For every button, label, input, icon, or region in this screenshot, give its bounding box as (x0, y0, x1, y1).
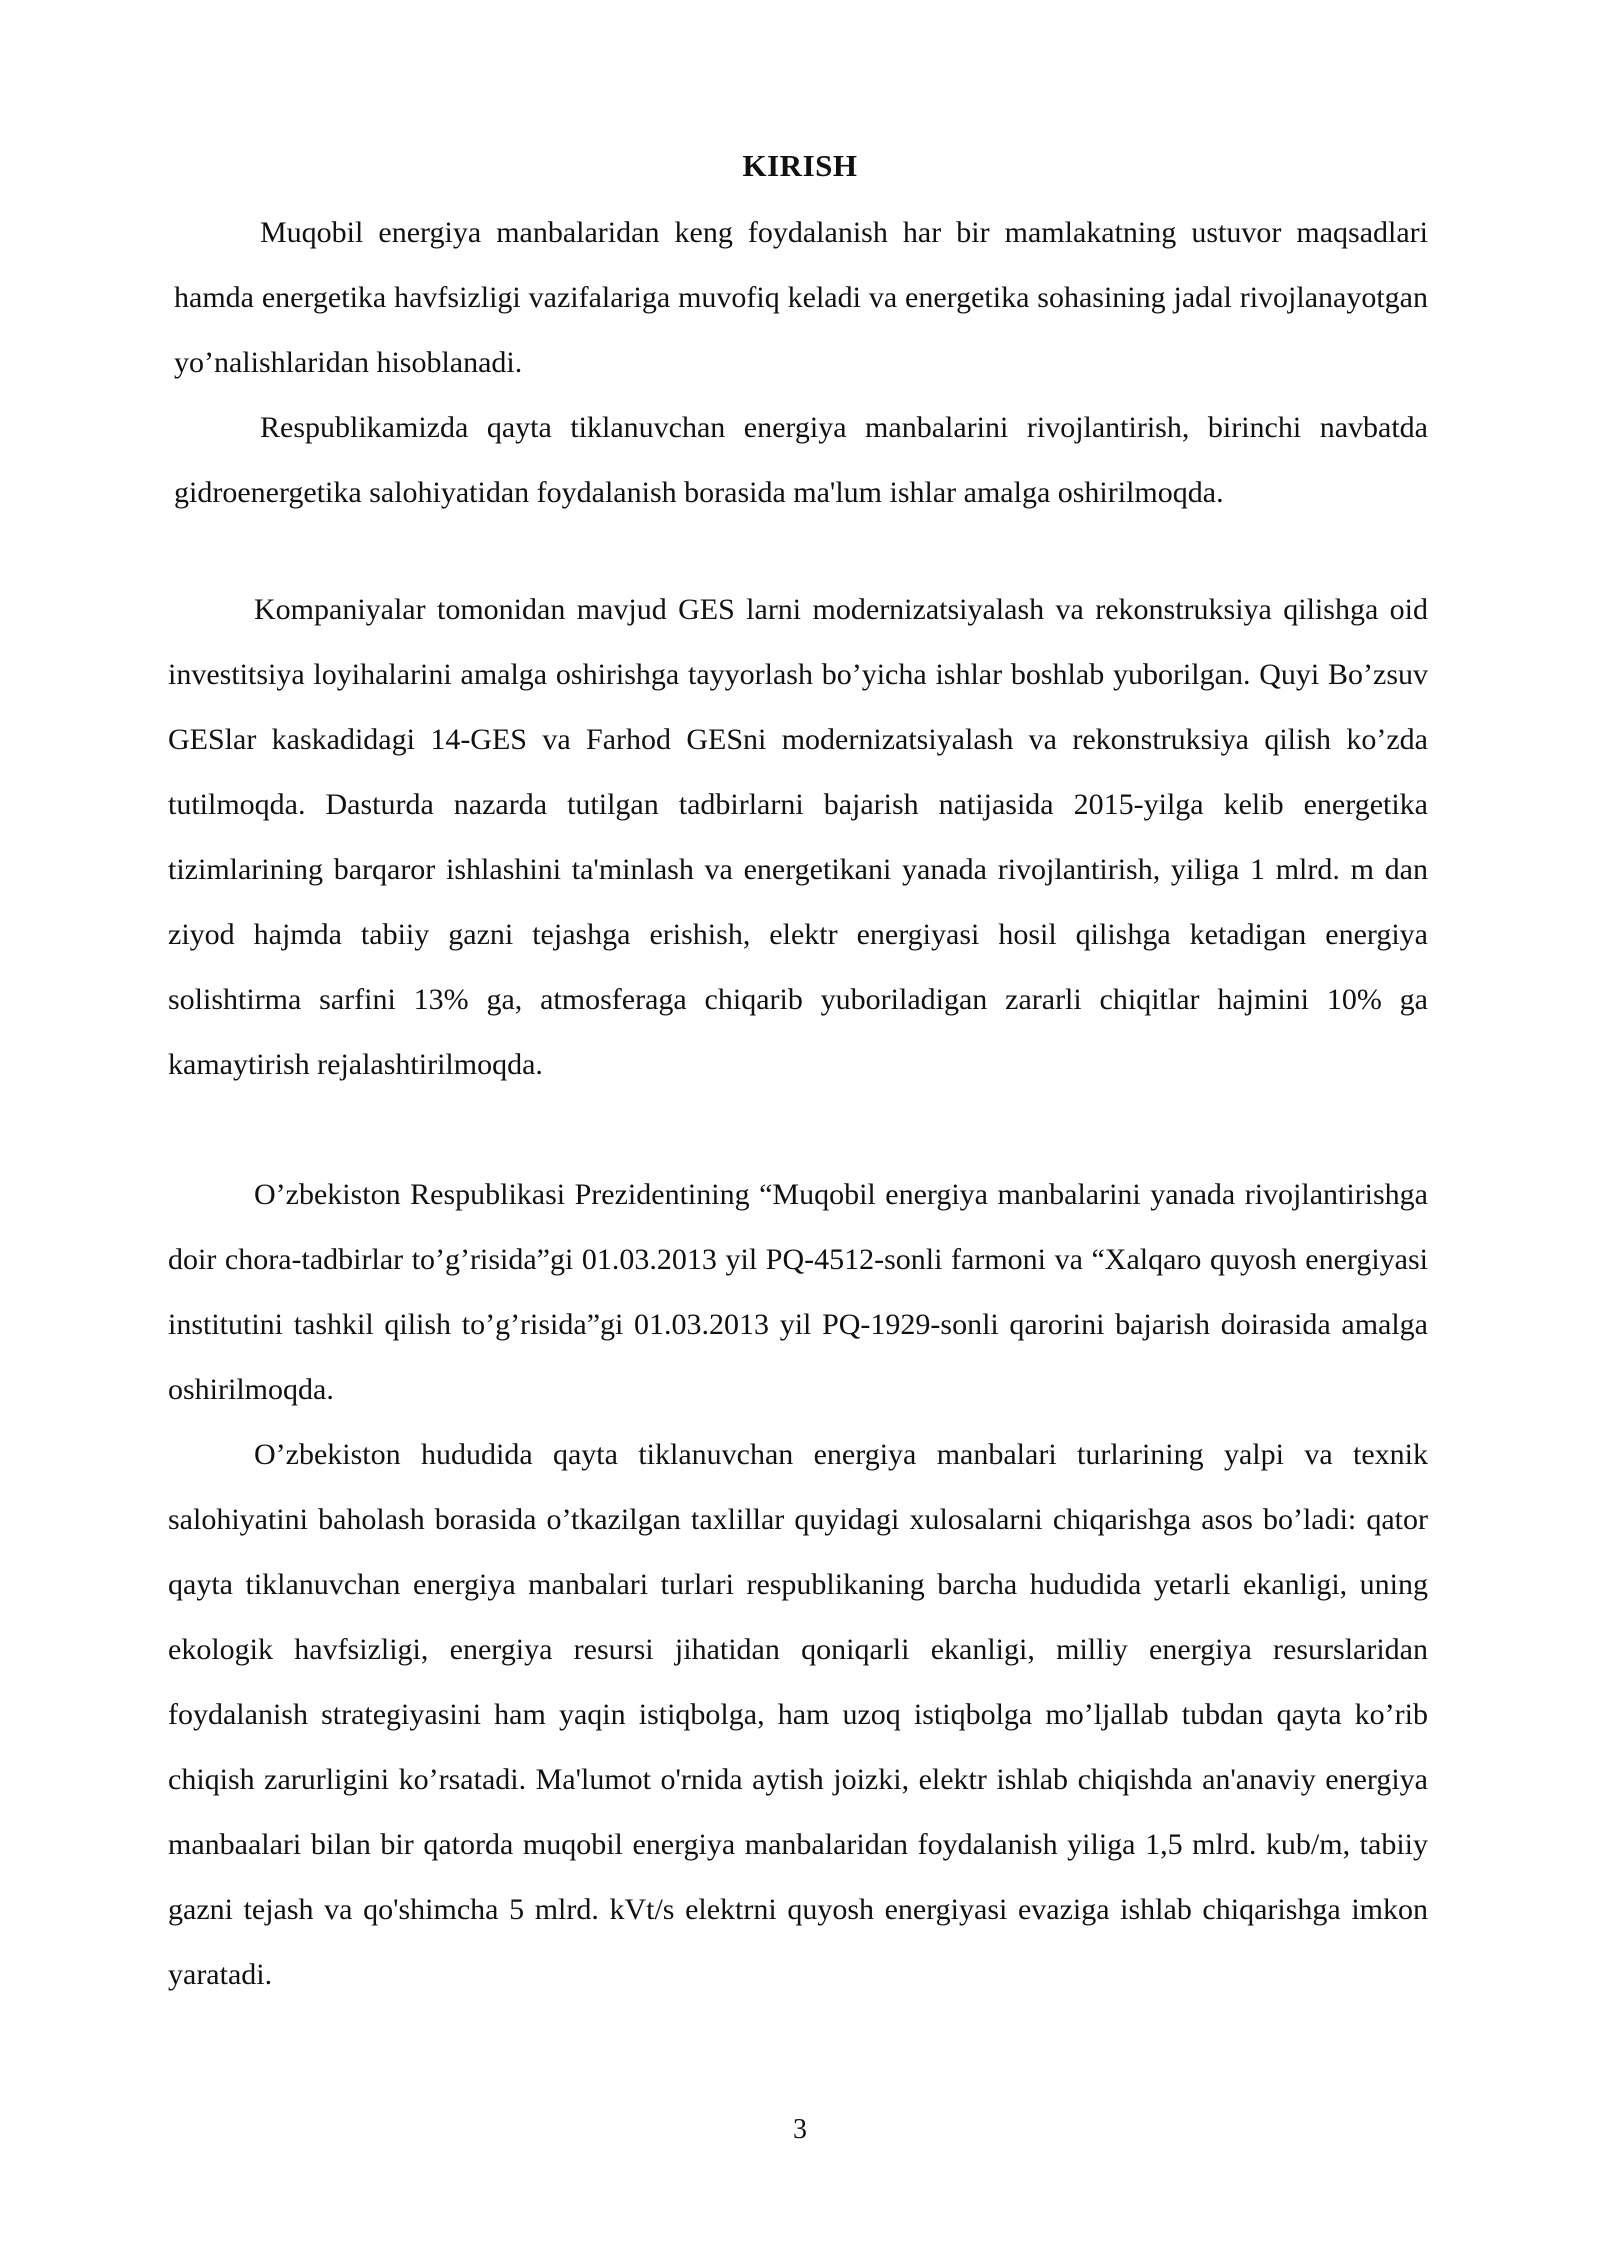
page-number: 3 (793, 2114, 807, 2145)
paragraph-companies: Kompaniyalar tomonidan mavjud GES larni modernizatsiyalash va rekonstruksiya qilishga oid investitsiya loyihalarini amalga oshirishga tayyorlash bo’yicha ishlar boshlab yuborilgan. Quyi Bo’zsuv GESlar kaskadidagi 14-GES va Farhod GESni modernizatsiyalash va rekonstruksiya qilish ko’zda tutilmoqda. Dasturda nazarda tutilgan tadbirlarni bajarish natijasida 2015-yilga kelib energetika tizimlarining barqaror ishlashini ta'minlash va energetikani yanada rivojlantirish, yiliga 1 mlrd. m dan ziyod hajmda tabiiy gazni tejashga erishish, elektr energiyasi hosil qilishga ketadigan energiya solishtirma sarfini 13% ga, atmosferaga chiqarib yuboriladigan zararli chiqitlar hajmini 10% ga kamaytirish rejalashtirilmoqda. (168, 593, 1428, 1081)
paragraph-president-decree: O’zbekiston Respublikasi Prezidentining “Muqobil energiya manbalarini yanada rivojlantirishga doir chora-tadbirlar to’g’risida”gi 01.03.2013 yil PQ-4512-sonli farmoni va “Xalqaro quyosh energiyasi institutini tashkil qilish to’g’risida”gi 01.03.2013 yil PQ-1929-sonli qarorini bajarish doirasida amalga oshirilmoqda. (168, 1178, 1428, 1406)
paragraph-intro: Muqobil energiya manbalaridan keng foydalanish har bir mamlakatning ustuvor maqsadlari hamda energetika havfsizligi vazifalariga muvofiq keladi va energetika sohasining jadal rivojlanayotgan yo’nalishlaridan hisoblanadi. (174, 216, 1428, 379)
document-title: KIRISH (742, 148, 858, 183)
paragraph-republic: Respublikamizda qayta tiklanuvchan energiya manbalarini rivojlantirish, birinchi navbatda gidroenergetika salohiyatidan foydalanish borasida ma'lum ishlar amalga oshirilmoqda. (174, 411, 1428, 509)
paragraph-potential-analysis: O’zbekiston hududida qayta tiklanuvchan energiya manbalari turlarining yalpi va texnik salohiyatini baholash borasida o’tkazilgan taxlillar quyidagi xulosalarni chiqarishga asos bo’ladi: qator qayta tiklanuvchan energiya manbalari turlari respublikaning barcha hududida yetarli ekanligi, uning ekologik havfsizligi, energiya resursi jihatidan qoniqarli ekanligi, milliy energiya resurslaridan foydalanish strategiyasini ham yaqin istiqbolga, ham uzoq istiqbolga mo’ljallab tubdan qayta ko’rib chiqish zarurligini ko’rsatadi. Ma'lumot o'rnida aytish joizki, elektr ishlab chiqishda an'anaviy energiya manbaalari bilan bir qatorda muqobil energiya manbalaridan foydalanish yiliga 1,5 mlrd. kub/m, tabiiy gazni tejash va qo'shimcha 5 mlrd. kVt/s elektrni quyosh energiyasi evaziga ishlab chiqarishga imkon yaratadi. (168, 1438, 1428, 1991)
